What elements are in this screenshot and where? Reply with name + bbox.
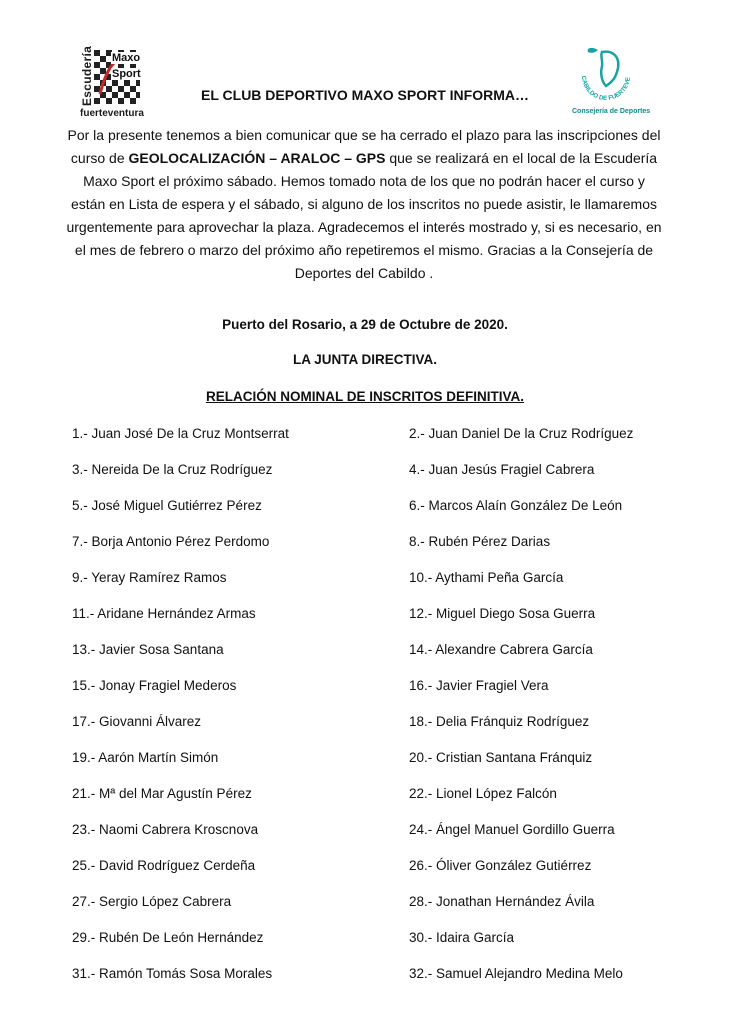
list-item: 30.- Idaira García: [409, 930, 515, 945]
list-title: RELACIÓN NOMINAL DE INSCRITOS DEFINITIVA.: [205, 389, 524, 404]
list-row: [72, 930, 672, 966]
list-item: 27.- Sergio López Cabrera: [72, 894, 232, 909]
list-item: 24.- Ángel Manuel Gordillo Guerra: [409, 822, 615, 837]
list-row: [72, 822, 672, 858]
list-item: 8.- Rubén Pérez Darias: [409, 534, 551, 549]
escuderia-maxo-sport-logo: [78, 46, 142, 122]
list-item: 6.- Marcos Alaín González De León: [409, 498, 623, 513]
list-item: 19.- Aarón Martín Simón: [72, 750, 219, 765]
place-date: Puerto del Rosario, a 29 de Octubre de 2020.: [222, 317, 508, 332]
logo-vertical-text: Escudería: [80, 45, 94, 106]
list-item: 10.- Aythami Peña García: [409, 570, 564, 585]
list-row: [72, 570, 672, 606]
list-row: [72, 426, 672, 462]
list-item: 4.- Juan Jesús Fragiel Cabrera: [409, 462, 595, 477]
list-row: [72, 714, 672, 750]
list-item: 11.- Aridane Hernández Armas: [72, 606, 256, 621]
list-row: [72, 858, 672, 894]
list-item: 15.- Jonay Fragiel Mederos: [72, 678, 237, 693]
list-item: 9.- Yeray Ramírez Ramos: [72, 570, 227, 585]
intro-paragraph: [66, 124, 662, 285]
list-item: 3.- Nereida De la Cruz Rodríguez: [72, 462, 273, 477]
list-item: 5.- José Miguel Gutiérrez Pérez: [72, 498, 262, 513]
list-item: 28.- Jonathan Hernández Ávila: [409, 894, 595, 909]
list-item: 26.- Óliver González Gutiérrez: [409, 858, 592, 873]
logo-ring-text: CABILDO DE FUERTEVE: [579, 75, 633, 103]
logo-caption: Consejería de Deportes: [572, 108, 651, 115]
list-item: 20.- Cristian Santana Fránquiz: [409, 750, 593, 765]
list-row: [72, 678, 672, 714]
logo-name-top: Maxo: [112, 52, 141, 64]
list-row: [72, 606, 672, 642]
list-row: [72, 498, 672, 534]
list-item: 1.- Juan José De la Cruz Montserrat: [72, 426, 289, 441]
list-row: [72, 750, 672, 786]
logo-place: fuerteventura: [80, 108, 144, 119]
list-item: 13.- Javier Sosa Santana: [72, 642, 224, 657]
list-item: 21.- Mª del Mar Agustín Pérez: [72, 786, 252, 801]
list-item: 32.- Samuel Alejandro Medina Melo: [409, 966, 623, 981]
list-row: [72, 462, 672, 498]
intro-text-1: Por la presente tenemos a bien comunicar que se ha cerrado el plazo para las inscripciones del curso de: [67, 127, 661, 166]
list-item: 7.- Borja Antonio Pérez Perdomo: [72, 534, 270, 549]
list-row: [72, 894, 672, 930]
list-item: 22.- Lionel López Falcón: [409, 786, 557, 801]
logo-name-bottom: Sport: [112, 68, 141, 80]
signature: LA JUNTA DIRECTIVA.: [293, 352, 437, 367]
list-row: [72, 966, 672, 1002]
list-item: 2.- Juan Daniel De la Cruz Rodríguez: [409, 426, 634, 441]
list-item: 14.- Alexandre Cabrera García: [409, 642, 593, 657]
list-item: 17.- Giovanni Álvarez: [72, 714, 202, 729]
cabildo-fuerteventura-logo: [572, 42, 651, 124]
list-row: [72, 534, 672, 570]
list-item: 29.- Rubén De León Hernández: [72, 930, 264, 945]
enrollee-list: [72, 426, 672, 1002]
list-item: 12.- Miguel Diego Sosa Guerra: [409, 606, 596, 621]
page-title: EL CLUB DEPORTIVO MAXO SPORT INFORMA…: [201, 87, 529, 103]
list-row: [72, 786, 672, 822]
list-item: 25.- David Rodríguez Cerdeña: [72, 858, 256, 873]
list-row: [72, 642, 672, 678]
list-item: 23.- Naomi Cabrera Kroscnova: [72, 822, 259, 837]
intro-text-2: que se realizará en el local de la Escudería Maxo Sport el próximo sábado. Hemos tomado nota de los que no podrán hacer el curso y están en Lista de espera y el sábado, si alguno de los inscritos no puede asistir, le llamaremos urgentemente para aprovechar la plaza. Agradecemos el interés mostrado y, si es necesario, en el mes de febrero o marzo del próximo año repetiremos el mismo. Gracias a la Consejería de Deportes del Cabildo .: [66, 150, 662, 281]
list-item: 18.- Delia Fránquiz Rodríguez: [409, 714, 590, 729]
course-name: GEOLOCALIZACIÓN – ARALOC – GPS: [128, 150, 386, 166]
list-item: 16.- Javier Fragiel Vera: [409, 678, 549, 693]
list-item: 31.- Ramón Tomás Sosa Morales: [72, 966, 273, 981]
